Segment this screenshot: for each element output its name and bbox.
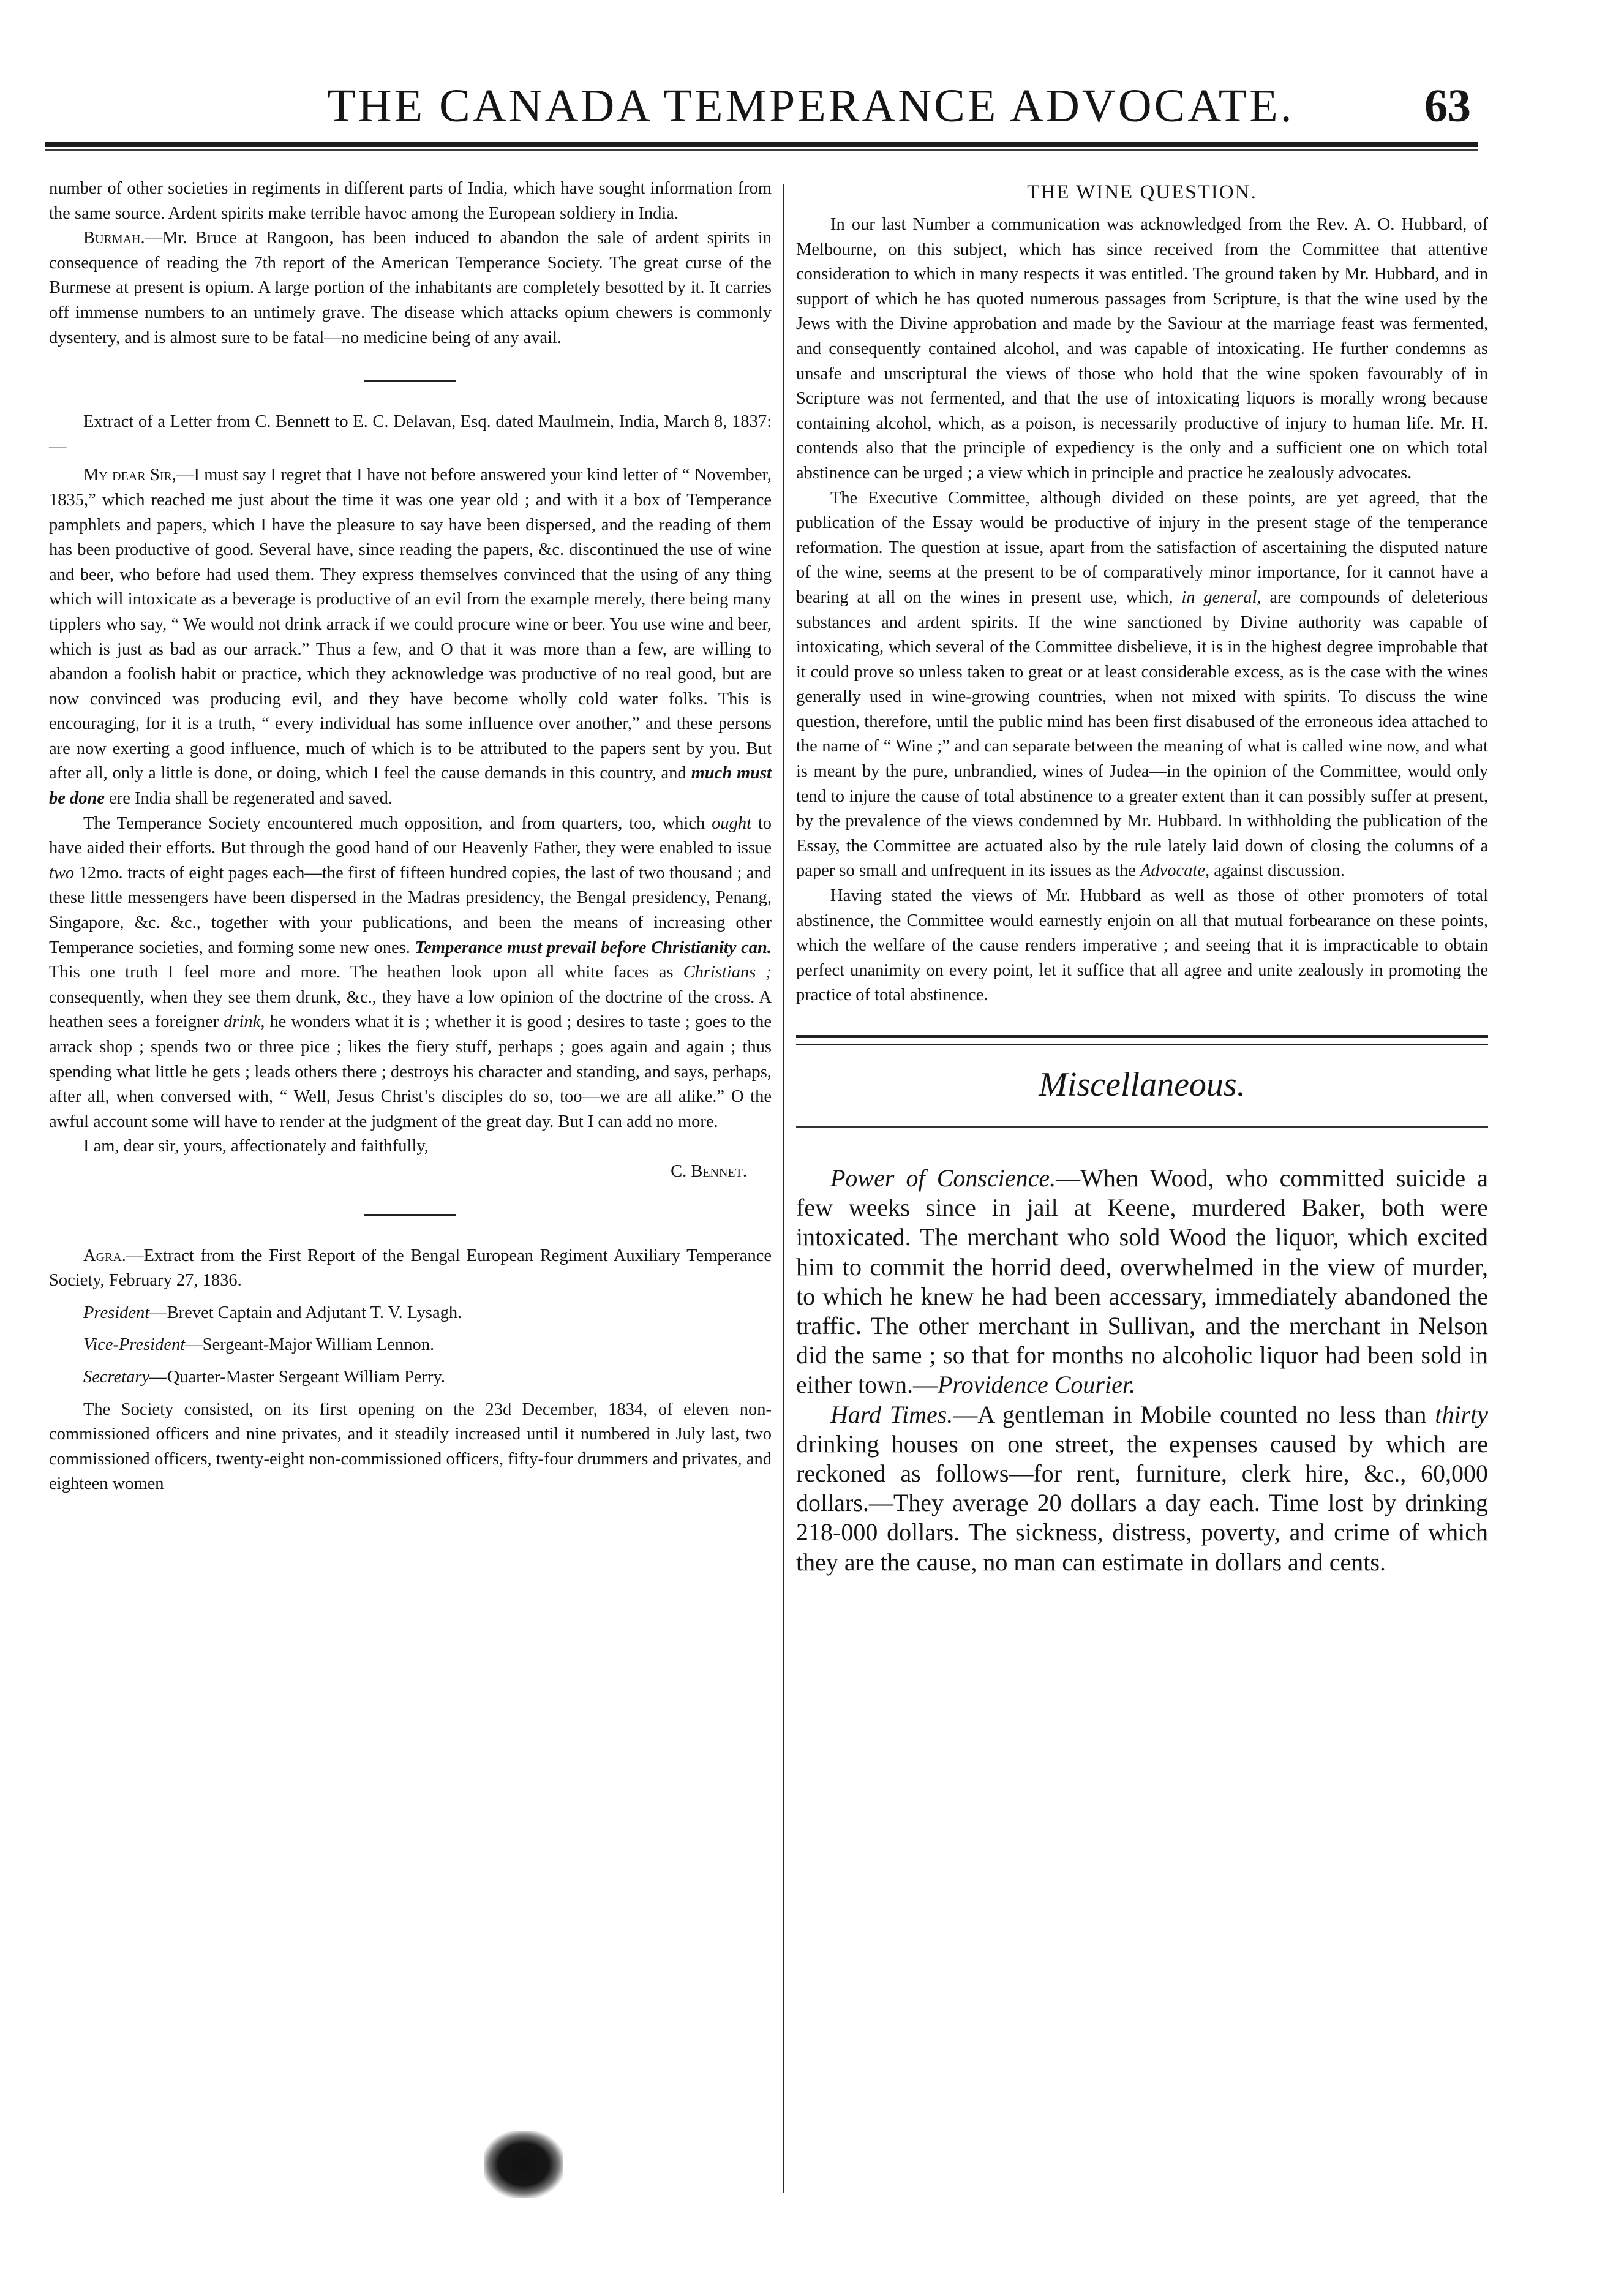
emphasis-text: in general, bbox=[1181, 587, 1261, 607]
letter-text: 12mo. tracts of eight pages each—the first of fifteen hundred copies, the last of two thousand ; and these little messengers have been dispersed in the Madras presidency, the Bengal presidency, Penang, Singapore, &c. &c., together with your publications, and been the means of increasing other Temperance societies, and forming some new ones. bbox=[49, 863, 772, 957]
officer-name: —Quarter-Master Sergeant William Perry. bbox=[149, 1367, 446, 1387]
column-rule bbox=[783, 184, 784, 2193]
ink-blot bbox=[484, 2131, 563, 2198]
letter-text: ere India shall be regenerated and saved. bbox=[105, 789, 393, 808]
letter-salutation: My dear Sir, bbox=[83, 465, 176, 485]
letter-closing: I am, dear sir, yours, affectionately and faithfully, bbox=[83, 1137, 429, 1156]
letter-signature: C. Bennet. bbox=[671, 1161, 747, 1181]
emphasis-text: Advocate, bbox=[1140, 861, 1210, 881]
agra-society-paragraph: The Society consisted, on its first opening on the 23d December, 1834, of eleven non-commissioned officers and nine privates, and it steadily increased until it numbered in July last, two commissioned officers, twenty-eight non-commissioned officers, fifty-four drummers and privates, and eighteen women bbox=[49, 1399, 772, 1494]
section-divider bbox=[364, 1214, 456, 1216]
wine-question-heading: THE WINE QUESTION. bbox=[1027, 181, 1257, 203]
burmah-paragraph bbox=[49, 226, 772, 350]
emphasis-text: thirty bbox=[1435, 1400, 1488, 1428]
miscellaneous-rule bbox=[796, 1126, 1488, 1128]
page-number: 63 bbox=[1424, 80, 1471, 132]
letter-text: he wonders what it is ; whether it is good ; desires to taste ; goes to the arrack shop ; spends two or three pice ; likes the fiery stuff, perhaps ; goes again and again ; thus spending what little he gets ; leads others there ; destroys his character and standing, and says, perhaps, after all, when conversed with, “ Well, Jesus Christ’s disciples do so, too—we are all alike.” O the awful account some will have to render at the judgment of the great day. But I can add no more. bbox=[49, 1012, 772, 1131]
burmah-text: —Mr. Bruce at Rangoon, has been induced to abandon the sale of ardent spirits in consequence of reading the 7th report of the American Temperance Society. The great curse of the Burmese at present is opium. A large portion of the inhabitants are completely besotted by it. It carries off immense numbers to an untimely grave. The disease which attacks opium chewers is commonly dysentery, and is almost sure to be fatal—no medicine being of any avail. bbox=[49, 228, 772, 347]
miscellaneous-heading: Miscellaneous. bbox=[1039, 1066, 1246, 1104]
article-text: The Executive Committee, although divided on these points, are yet agreed, that the publication of the Essay would be productive of injury in the present stage of the temperance reformation. The question at issue, apart from the satisfaction of ascertaining the disputed nature of the wine, seems at the present to be of comparatively minor importance, for it cannot have a bearing at all on the wines in present use, which, bbox=[796, 488, 1488, 607]
wine-paragraph-2 bbox=[796, 486, 1488, 884]
officer-vice-president bbox=[49, 1333, 772, 1358]
article-text: against discussion. bbox=[1209, 861, 1345, 881]
article-text: drinking houses on one street, the expenses caused by which are reckoned as follows—for rent, furniture, clerk hire, &c., 60,000 dollars.—They average 20 dollars a day each. Time lost by drinking 218-000 dollars. The sickness, distress, poverty, and crime of which they are the cause, no man can estimate in dollars and cents. bbox=[796, 1429, 1488, 1576]
agra-heading bbox=[49, 1244, 772, 1294]
letter-heading: Extract of a Letter from C. Bennett to E. C. Delavan, Esq. dated Maulmein, India, March 8, 1837:— bbox=[49, 412, 772, 456]
letter-text: —I must say I regret that I have not before answered your kind letter of “ November, 1835,” which reached me just about the time it was one year old ; and with it a box of Temperance pamphlets and papers, which I have the pleasure to say have been dispersed, and the reading of them has been productive of good. Several have, since reading the papers, &c. discontinued the use of wine and beer, who before had used them. They express themselves convinced that the using of any thing which will intoxicate as a beverage is productive of an evil from the example merely, there being many tipplers who say, “ We would not drink arrack if we could procure wine or beer. You use wine and beer, which is just as bad as our arrack.” Thus a few, and O that it was more than a few, are willing to abandon a foolish habit or practice, which they acknowledge was productive of no real good, but are now convinced was producing evil, and they have become wholly cold water folks. This is encouraging, for it is a truth, “ every individual has some influence over another,” and these persons are now exerting a good influence, much of which is to be attributed to the papers sent by you. But after all, only a little is done, or doing, which I feel the cause demands in this country, and bbox=[49, 465, 772, 783]
emphasis-text: ought bbox=[712, 813, 751, 833]
officer-title: President bbox=[83, 1303, 150, 1322]
burmah-lead: Burmah. bbox=[83, 228, 145, 248]
emphasis-text: much must be done bbox=[49, 764, 772, 808]
letter-text: consequently, when they see them drunk, &c., they have a low opinion of the doctrine of the cross. A heathen sees a foreigner bbox=[49, 987, 772, 1032]
officer-title: Vice-President bbox=[83, 1335, 186, 1355]
header-rule bbox=[45, 142, 1478, 147]
header-rule-thin bbox=[45, 149, 1478, 151]
article-title: Hard Times. bbox=[830, 1400, 953, 1428]
wine-paragraph-3: Having stated the views of Mr. Hubbard as well as those of other promoters of total abstinence, the Committee would earnestly enjoin on all that mutual forbearance on these points, which the welfare of the cause renders imperative ; and seeing that it is impracticable to obtain perfect unanimity on every point, let it suffice that all agree and unite zealously in promoting the practice of total abstinence. bbox=[796, 886, 1488, 1005]
emphasis-text: two bbox=[49, 863, 75, 883]
power-of-conscience-paragraph bbox=[796, 1164, 1488, 1400]
newspaper-title: THE CANADA TEMPERANCE ADVOCATE. bbox=[327, 80, 1295, 132]
article-title: Power of Conscience. bbox=[830, 1164, 1056, 1192]
emphasis-text: drink, bbox=[224, 1012, 265, 1032]
agra-heading-text: —Extract from the First Report of the Bengal European Regiment Auxiliary Temperance Society, February 27, 1836. bbox=[49, 1246, 772, 1290]
officer-title: Secretary bbox=[83, 1367, 150, 1387]
article-text: are compounds of deleterious substances and ardent spirits. If the wine sanctioned by Divine authority was capable of intoxicating, which several of the Committee disbelieve, it is in the highest degree improbable that it could prove so unless taken to great or at least considerable excess, as is the case with the wines generally used in wine-growing countries, when not mixed with spirits. To discuss the wine question, therefore, until the public mind has been first disabused of the erroneous idea attached to the name of “ Wine ;” and can separate between the meaning of what is called wine now, and what is meant by the pure, unbrandied, wines of Judea—in the opinion of the Committee, would only tend to injure the cause of total abstinence to a greater extent than it can possibly suffer at present, by the prevalence of the views condemned by Mr. Hubbard. In withholding the publication of the Essay, the Committee are actuated also by the rule lately laid down of closing the columns of a paper so small and unfrequent in its issues as the bbox=[796, 587, 1488, 881]
letter-text: The Temperance Society encountered much opposition, and from quarters, too, which bbox=[83, 813, 712, 833]
wine-paragraph-1: In our last Number a communication was acknowledged from the Rev. A. O. Hubbard, of Melbourne, on this subject, which has since received from the Committee that attentive consideration to which in many respects it was entitled. The ground taken by Mr. Hubbard, and in support of which he has quoted numerous passages from Scripture, is that the wine used by the Jews with the Divine approbation and made by the Saviour at the marriage feast was fermented, and consequently contained alcohol, and was capable of intoxicating. He further condemns as unsafe and unscriptural the views of those who hold that the wine spoken favourably of in Scripture was not fermented, and that the use of intoxicating liquors is morally wrong because containing alcohol, which, as a poison, is necessarily productive of injury to human life. Mr. H. contends also that the principle of expediency is the only and a sufficient one on which total abstinence can be urged ; a view which in principle and practice he zealously advocates. bbox=[796, 215, 1488, 483]
article-text: —When Wood, who committed suicide a few weeks since in jail at Keene, murdered Baker, both were intoxicated. The merchant who sold Wood the liquor, which excited him to commit the horrid deed, overwhelmed in the view of murder, to which he knew he had been accessary, immediately abandoned the traffic. The other merchant in Sullivan, and the merchant in Nelson did the same ; so that for months no alcoholic liquor had been sold in either town.— bbox=[796, 1164, 1489, 1399]
section-divider bbox=[364, 380, 456, 382]
letter-paragraph-1 bbox=[49, 463, 772, 811]
running-header bbox=[45, 72, 1478, 140]
letter-text: to have aided their efforts. But through the good hand of our Heavenly Father, they were enabled to issue bbox=[49, 813, 772, 858]
right-column bbox=[796, 176, 1488, 1577]
agra-lead: Agra. bbox=[83, 1246, 126, 1265]
officer-name: —Brevet Captain and Adjutant T. V. Lysagh. bbox=[149, 1303, 462, 1322]
article-text: —A gentleman in Mobile counted no less than bbox=[953, 1400, 1435, 1428]
emphasis-text: Temperance must prevail before Christianity can. bbox=[415, 938, 772, 957]
section-double-rule bbox=[796, 1035, 1488, 1045]
left-column bbox=[49, 176, 772, 1497]
india-regiments-paragraph: number of other societies in regiments in different parts of India, which have sought information from the same source. Ardent spirits make terrible havoc among the European soldiery in India. bbox=[49, 179, 772, 223]
letter-paragraph-2 bbox=[49, 812, 772, 1135]
emphasis-text: Christians ; bbox=[683, 963, 772, 982]
officer-president bbox=[49, 1301, 772, 1326]
officer-name: —Sergeant-Major William Lennon. bbox=[185, 1335, 435, 1355]
letter-text: This one truth I feel more and more. The heathen look upon all white faces as bbox=[49, 963, 683, 982]
officer-secretary bbox=[49, 1365, 772, 1390]
hard-times-paragraph bbox=[796, 1400, 1488, 1577]
article-source: Providence Courier. bbox=[938, 1371, 1135, 1399]
